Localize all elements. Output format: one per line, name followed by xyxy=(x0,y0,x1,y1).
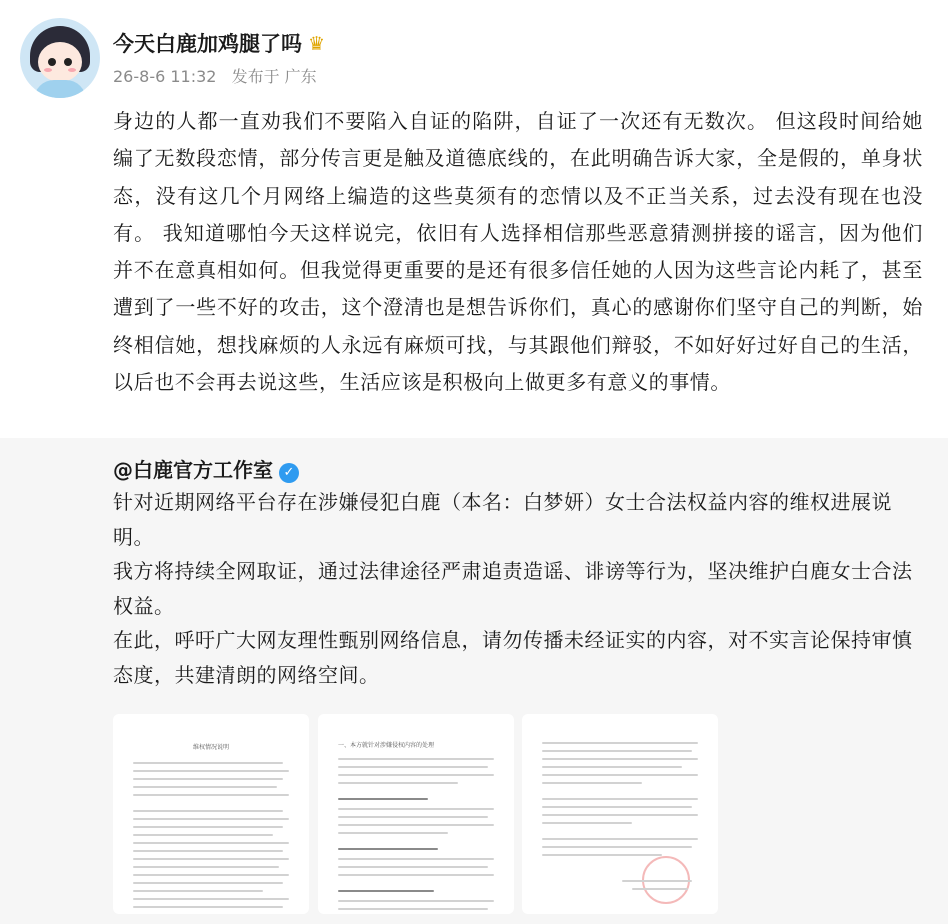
repost-author-row[interactable] xyxy=(113,454,299,483)
document-image-2[interactable] xyxy=(318,714,514,914)
avatar[interactable] xyxy=(20,18,100,98)
post-time: 26-8-6 11:32 xyxy=(113,67,217,86)
repost-paragraph-2: 我方将持续全网取证，通过法律途径严肃追责造谣、诽谤等行为，坚决维护白鹿女士合法权益。 xyxy=(113,559,913,618)
document-image-1[interactable] xyxy=(113,714,309,914)
username-row[interactable] xyxy=(113,28,325,58)
verified-icon: ✓ xyxy=(279,463,299,483)
repost-card[interactable] xyxy=(0,438,948,924)
post-header xyxy=(0,0,948,100)
repost-author[interactable]: @白鹿官方工作室 xyxy=(113,458,273,482)
document-images xyxy=(113,714,923,924)
post-meta xyxy=(113,64,327,87)
document-title-2: 一、本方就针对涉嫌侵权内容的处理 xyxy=(338,742,435,749)
crown-icon: ♛ xyxy=(308,33,326,55)
repost-text xyxy=(113,485,923,693)
repost-paragraph-3: 在此，呼吁广大网友理性甄别网络信息，请勿传播未经证实的内容，对不实言论保持审慎态度，共建清朗的网络空间。 xyxy=(113,628,913,687)
post-location: 发布于 广东 xyxy=(231,67,317,86)
document-image-3[interactable] xyxy=(522,714,718,914)
repost-paragraph-1: 针对近期网络平台存在涉嫌侵犯白鹿（本名：白梦妍）女士合法权益内容的维权进展说明。 xyxy=(113,490,892,549)
document-title-1: 维权情况说明 xyxy=(192,744,229,751)
username[interactable]: 今天白鹿加鸡腿了吗 xyxy=(113,32,302,56)
post-text: 身边的人都一直劝我们不要陷入自证的陷阱，自证了一次还有无数次。 但这段时间给她编了无数段恋情，部分传言更是触及道德底线的，在此明确告诉大家，全是假的，单身状态，没有这几个月网络上编造的这些莫须有的恋情以及不正当关系，过去没有现在也没有。 我知道哪怕今天这样说完，依旧有人选择相信那些恶意猜测拼接的谣言，因为他们并不在意真相如何。但我觉得更重要的是还有很多信任她的人因为这些言论内耗了，甚至遭到了一些不好的攻击，这个澄清也是想告诉你们，真心的感谢你们坚守自己的判断，始终相信她，想找麻烦的人永远有麻烦可找，与其跟他们辩驳，不如好好过好自己的生活，以后也不会再去说这些，生活应该是积极向上做更多有意义的事情。 xyxy=(113,109,923,395)
